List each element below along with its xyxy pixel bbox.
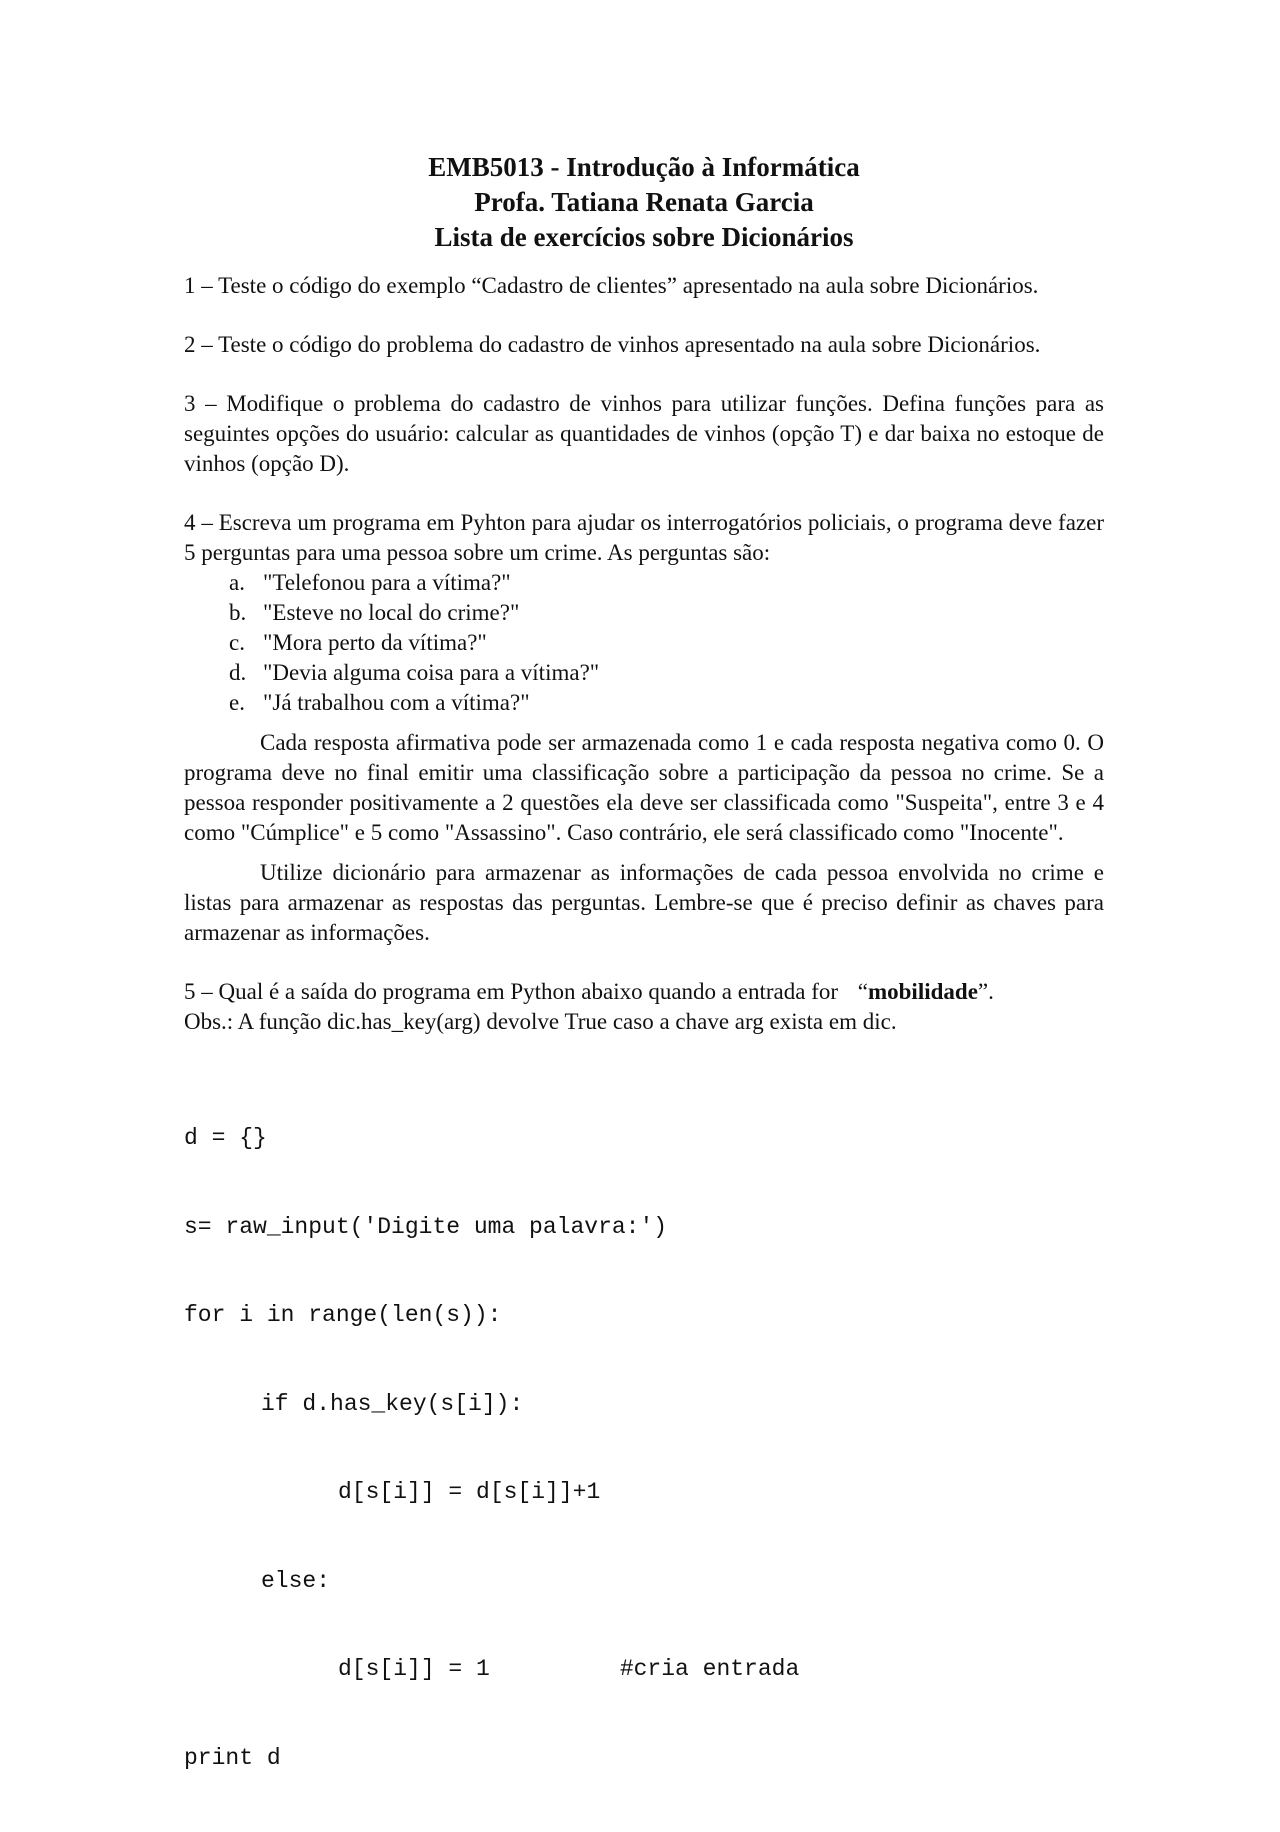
question-2: 2 – Teste o código do problema do cadastro de vinhos apresentado na aula sobre Dicionários. xyxy=(184,332,1041,357)
question-3: 3 – Modifique o problema do cadastro de vinhos para utilizar funções. Defina funções para as seguintes opções do usuário: calcular as quantidades de vinhos (opção T) e dar baixa no estoque de vinhos (opção D). xyxy=(184,391,1104,476)
question-4-options xyxy=(184,568,1104,718)
document-page xyxy=(184,150,1104,1832)
list-item xyxy=(229,658,1104,688)
question-5-keyword: mobilidade xyxy=(867,979,978,1004)
code-line: d = {} xyxy=(184,1125,267,1151)
code-line: d[s[i]] = d[s[i]]+1 xyxy=(338,1479,601,1505)
question-4-paragraph-1: Cada resposta afirmativa pode ser armazenada como 1 e cada resposta negativa como 0. O programa deve no final emitir uma classificação sobre a participação da pessoa no crime. Se a pessoa responder positivamente a 2 questões ela deve ser classificada como "Suspeita", entre 3 e 4 como "Cúmplice" e 5 como "Assassino". Caso contrário, ele será classificado como "Inocente". xyxy=(184,730,1104,845)
question-5-open-quote: “ xyxy=(857,979,868,1004)
code-line: s= raw_input('Digite uma palavra:') xyxy=(184,1213,668,1240)
question-5-line xyxy=(184,977,1104,1007)
code-statement: d[s[i]] = 1 xyxy=(338,1656,490,1682)
professor-name: Profa. Tatiana Renata Garcia xyxy=(474,187,814,217)
list-item xyxy=(229,598,1104,628)
option-letter: b. xyxy=(229,600,247,625)
list-item xyxy=(229,628,1104,658)
option-letter: e. xyxy=(229,690,245,715)
option-letter: c. xyxy=(229,630,245,655)
option-letter: d. xyxy=(229,660,247,685)
code-line-with-comment xyxy=(184,1655,1104,1685)
question-5-text: 5 – Qual é a saída do programa em Python abaixo quando a entrada for xyxy=(184,979,839,1004)
code-comment: #cria entrada xyxy=(619,1656,800,1682)
document-header xyxy=(184,150,1104,255)
question-4-intro: 4 – Escreva um programa em Pyhton para ajudar os interrogatórios policiais, o programa deve fazer 5 perguntas para uma pessoa sobre um crime. As perguntas são: xyxy=(184,510,1104,565)
question-4-paragraph-2: Utilize dicionário para armazenar as informações de cada pessoa envolvida no crime e listas para armazenar as respostas das perguntas. Lembre-se que é preciso definir as chaves para armazenar as informações. xyxy=(184,860,1104,945)
option-letter: a. xyxy=(229,570,245,595)
course-title: EMB5013 - Introdução à Informática xyxy=(428,152,860,182)
question-5 xyxy=(184,977,1104,1037)
option-text: "Telefonou para a vítima?" xyxy=(263,570,511,595)
list-title: Lista de exercícios sobre Dicionários xyxy=(434,222,854,252)
question-1: 1 – Teste o código do exemplo “Cadastro de clientes” apresentado na aula sobre Dicionários. xyxy=(184,273,1039,298)
code-line: else: xyxy=(261,1567,331,1594)
option-text: "Devia alguma coisa para a vítima?" xyxy=(263,660,600,685)
code-block xyxy=(184,1065,1104,1832)
code-line: for i in range(len(s)): xyxy=(184,1302,502,1328)
option-text: "Esteve no local do crime?" xyxy=(263,600,520,625)
list-item xyxy=(229,568,1104,598)
code-line: if d.has_key(s[i]): xyxy=(261,1390,524,1417)
list-item xyxy=(229,688,1104,718)
option-text: "Mora perto da vítima?" xyxy=(263,630,487,655)
option-text: "Já trabalhou com a vítima?" xyxy=(263,690,530,715)
question-5-close-quote: ”. xyxy=(977,979,994,1004)
question-5-obs: Obs.: A função dic.has_key(arg) devolve True caso a chave arg exista em dic. xyxy=(184,1009,897,1034)
code-line: print d xyxy=(184,1744,281,1771)
